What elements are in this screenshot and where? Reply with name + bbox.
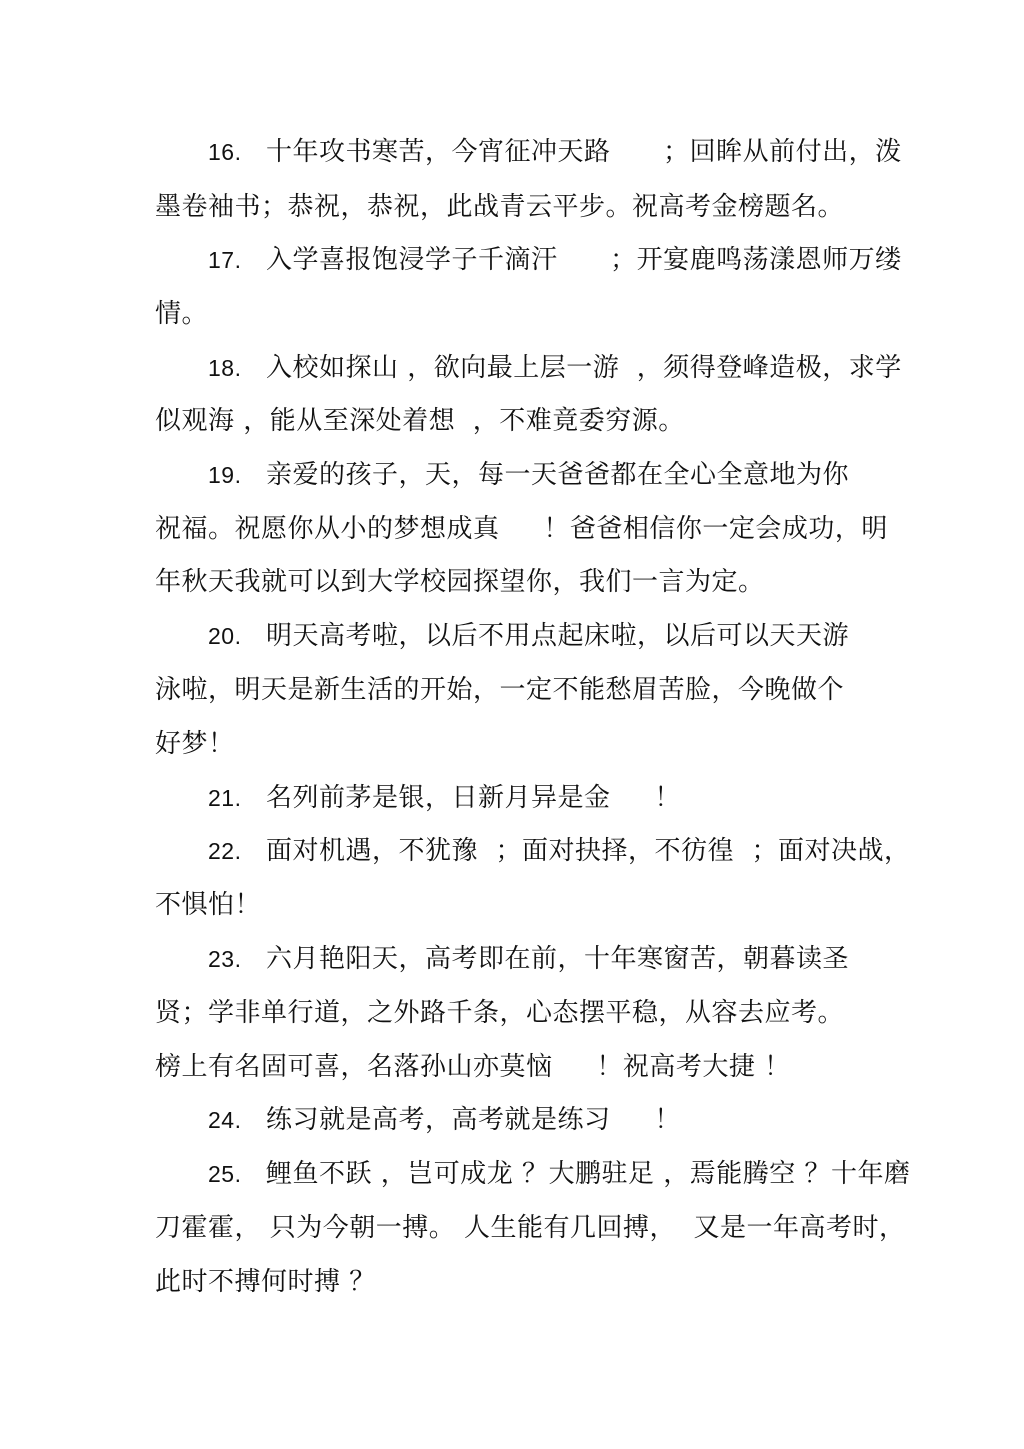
line-text: 面对机遇，不犹豫 ；面对抉择，不彷徨 ；面对决战， (266, 836, 911, 866)
item-number: 22. (208, 838, 242, 864)
item-number: 23. (208, 946, 242, 972)
item-20-line-2 (155, 670, 875, 710)
line-text: 似观海 ，能从至深处着想 ，不难竟委穷源。 (155, 406, 685, 436)
item-number: 21. (208, 785, 242, 811)
item-23-line-2 (155, 993, 875, 1033)
item-21-line-1 (208, 778, 928, 818)
item-number: 19. (208, 462, 242, 488)
item-16-line-1 (208, 132, 928, 172)
item-22-line-1 (208, 831, 928, 871)
line-text: 入校如探山 ，欲向最上层一游 ，须得登峰造极，求学 (266, 353, 902, 383)
line-text: 贤；学非单行道，之外路千条，心态摆平稳，从容去应考。 (155, 998, 845, 1028)
item-number: 18. (208, 355, 242, 381)
line-text: 六月艳阳天，高考即在前，十年寒窗苦，朝暮读圣 (266, 944, 850, 974)
item-number: 16. (208, 139, 242, 165)
item-number: 17. (208, 247, 242, 273)
line-text: 明天高考啦，以后不用点起床啦，以后可以天天游 (266, 621, 850, 651)
item-24-line-1 (208, 1100, 928, 1140)
item-23-line-1 (208, 939, 928, 979)
item-25-line-3 (155, 1262, 875, 1302)
item-18-line-2 (155, 401, 875, 441)
item-16-line-2 (155, 187, 875, 227)
line-text: 祝福。祝愿你从小的梦想成真 ！爸爸相信你一定会成功，明 (155, 514, 888, 544)
line-text: 刀霍霍， 只为今朝一搏。 人生能有几回搏， 又是一年高考时， (155, 1213, 906, 1243)
item-19-line-2 (155, 509, 888, 549)
line-text: 情。 (155, 299, 209, 329)
line-text: 榜上有名固可喜，名落孙山亦莫恼 ！祝高考大捷 ！ (155, 1052, 791, 1082)
item-20-line-3 (155, 724, 875, 764)
line-text: 鲤鱼不跃 ，岂可成龙 ？大鹏驻足 ，焉能腾空 ？十年磨 (266, 1159, 911, 1189)
line-text: 年秋天我就可以到大学校园探望你，我们一言为定。 (155, 567, 765, 597)
item-number: 25. (208, 1161, 242, 1187)
line-text: 墨卷袖书；恭祝，恭祝，此战青云平步。祝高考金榜题名。 (155, 192, 845, 222)
line-text: 好梦！ (155, 729, 235, 759)
item-20-line-1 (208, 616, 928, 656)
item-23-line-3 (155, 1047, 875, 1087)
item-number: 24. (208, 1107, 242, 1133)
item-22-line-2 (155, 885, 875, 925)
item-19-line-3 (155, 562, 875, 602)
item-17-line-1 (208, 240, 928, 280)
line-text: 练习就是高考，高考就是练习 ！ (266, 1105, 681, 1135)
line-text: 不惧怕！ (155, 890, 262, 920)
line-text: 入学喜报饱浸学子千滴汗 ；开宴鹿鸣荡漾恩师万缕 (266, 245, 902, 275)
item-19-line-1 (208, 455, 928, 495)
line-text: 亲爱的孩子，天，每一天爸爸都在全心全意地为你 (266, 460, 850, 490)
item-17-line-2 (155, 294, 875, 334)
item-number: 20. (208, 623, 242, 649)
line-text: 泳啦，明天是新生活的开始，一定不能愁眉苦脸，今晚做个 (155, 675, 845, 705)
item-18-line-1 (208, 348, 928, 388)
line-text: 十年攻书寒苦，今宵征冲天路 ；回眸从前付出，泼 (266, 137, 902, 167)
item-25-line-1 (208, 1154, 928, 1194)
item-25-line-2 (155, 1208, 906, 1248)
line-text: 此时不搏何时搏 ？ (155, 1267, 376, 1297)
line-text: 名列前茅是银，日新月异是金 ！ (266, 783, 681, 813)
